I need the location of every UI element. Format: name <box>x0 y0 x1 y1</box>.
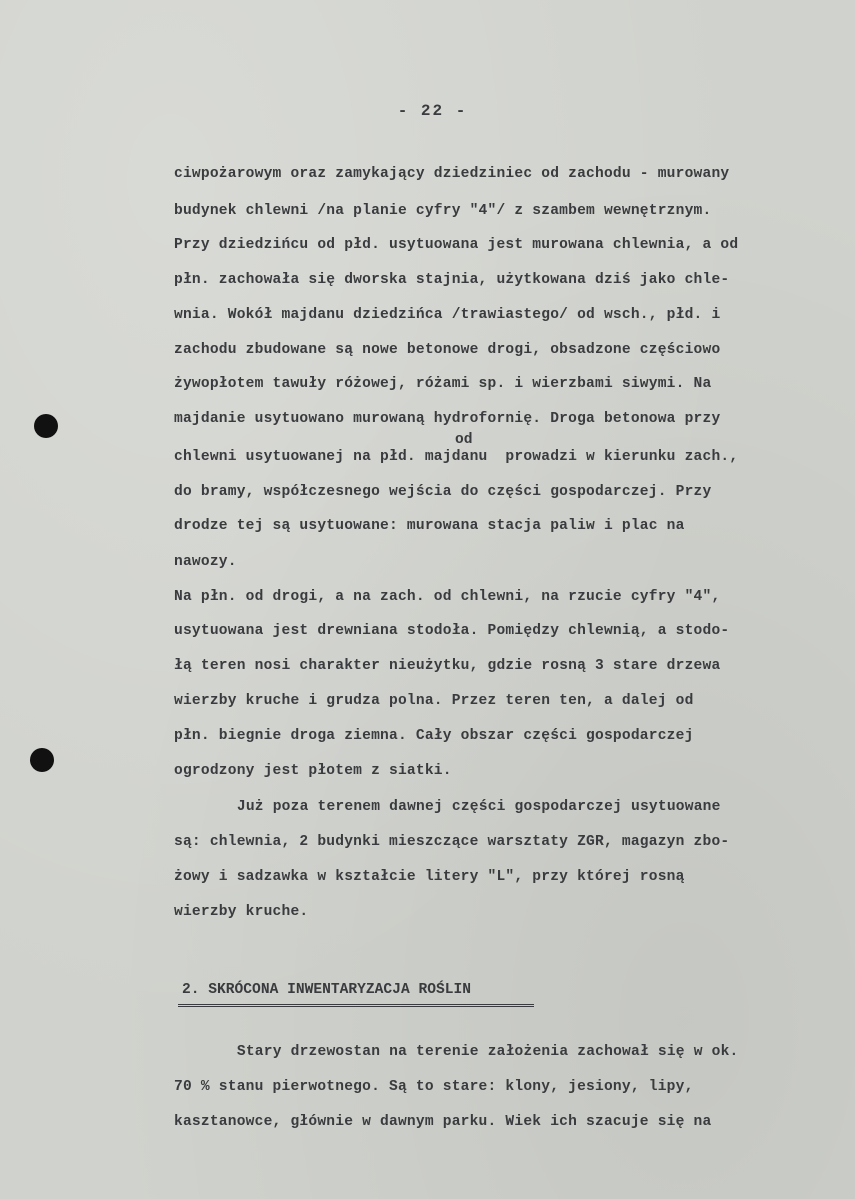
text-line: żywopłotem tawuły różowej, różami sp. i wierzbami siwymi. Na <box>174 376 712 392</box>
text-line: kasztanowce, głównie w dawnym parku. Wiek ich szacuje się na <box>174 1114 712 1130</box>
heading-underline <box>178 1004 534 1007</box>
inserted-word: od <box>455 432 473 448</box>
text-line: są: chlewnia, 2 budynki mieszczące warsztaty ZGR, magazyn zbo- <box>174 834 730 850</box>
text-line: drodze tej są usytuowane: murowana stacja paliw i plac na <box>174 518 685 534</box>
text-line: żowy i sadzawka w kształcie litery "L", przy której rosną <box>174 869 685 885</box>
text-line: budynek chlewni /na planie cyfry "4"/ z szambem wewnętrznym. <box>174 203 712 219</box>
text-line: płn. biegnie droga ziemna. Cały obszar części gospodarczej <box>174 728 694 744</box>
text-line: zachodu zbudowane są nowe betonowe drogi, obsadzone częściowo <box>174 342 721 358</box>
text-line: ciwpożarowym oraz zamykający dziedziniec od zachodu - murowany <box>174 166 730 182</box>
text-line: Przy dziedzińcu od płd. usytuowana jest murowana chlewnia, a od <box>174 237 739 253</box>
punch-hole <box>30 748 54 772</box>
page-number: - 22 - <box>397 102 468 120</box>
text-line: Na płn. od drogi, a na zach. od chlewni, na rzucie cyfry "4", <box>174 589 721 605</box>
text-line: usytuowana jest drewniana stodoła. Pomiędzy chlewnią, a stodo- <box>174 623 730 639</box>
text-line: Stary drzewostan na terenie założenia zachował się w ok. <box>210 1044 739 1060</box>
text-line: Już poza terenem dawnej części gospodarczej usytuowane <box>210 799 721 815</box>
text-line: wierzby kruche. <box>174 904 309 920</box>
section-heading: 2. SKRÓCONA INWENTARYZACJA ROŚLIN <box>182 982 472 998</box>
text-line: płn. zachowała się dworska stajnia, użytkowana dziś jako chle- <box>174 272 730 288</box>
text-line: 70 % stanu pierwotnego. Są to stare: klony, jesiony, lipy, <box>174 1079 694 1095</box>
text-line: ogrodzony jest płotem z siatki. <box>174 763 452 779</box>
text-line: nawozy. <box>174 554 237 570</box>
punch-hole <box>34 414 58 438</box>
text-line: wierzby kruche i grudza polna. Przez teren ten, a dalej od <box>174 693 694 709</box>
text-line: wnia. Wokół majdanu dziedzińca /trawiastego/ od wsch., płd. i <box>174 307 721 323</box>
text-line: chlewni usytuowanej na płd. majdanu prowadzi w kierunku zach., <box>174 449 739 465</box>
text-line: majdanie usytuowano murowaną hydrofornię. Droga betonowa przy <box>174 411 721 427</box>
text-line: do bramy, współczesnego wejścia do części gospodarczej. Przy <box>174 484 712 500</box>
text-line: łą teren nosi charakter nieużytku, gdzie rosną 3 stare drzewa <box>174 658 721 674</box>
